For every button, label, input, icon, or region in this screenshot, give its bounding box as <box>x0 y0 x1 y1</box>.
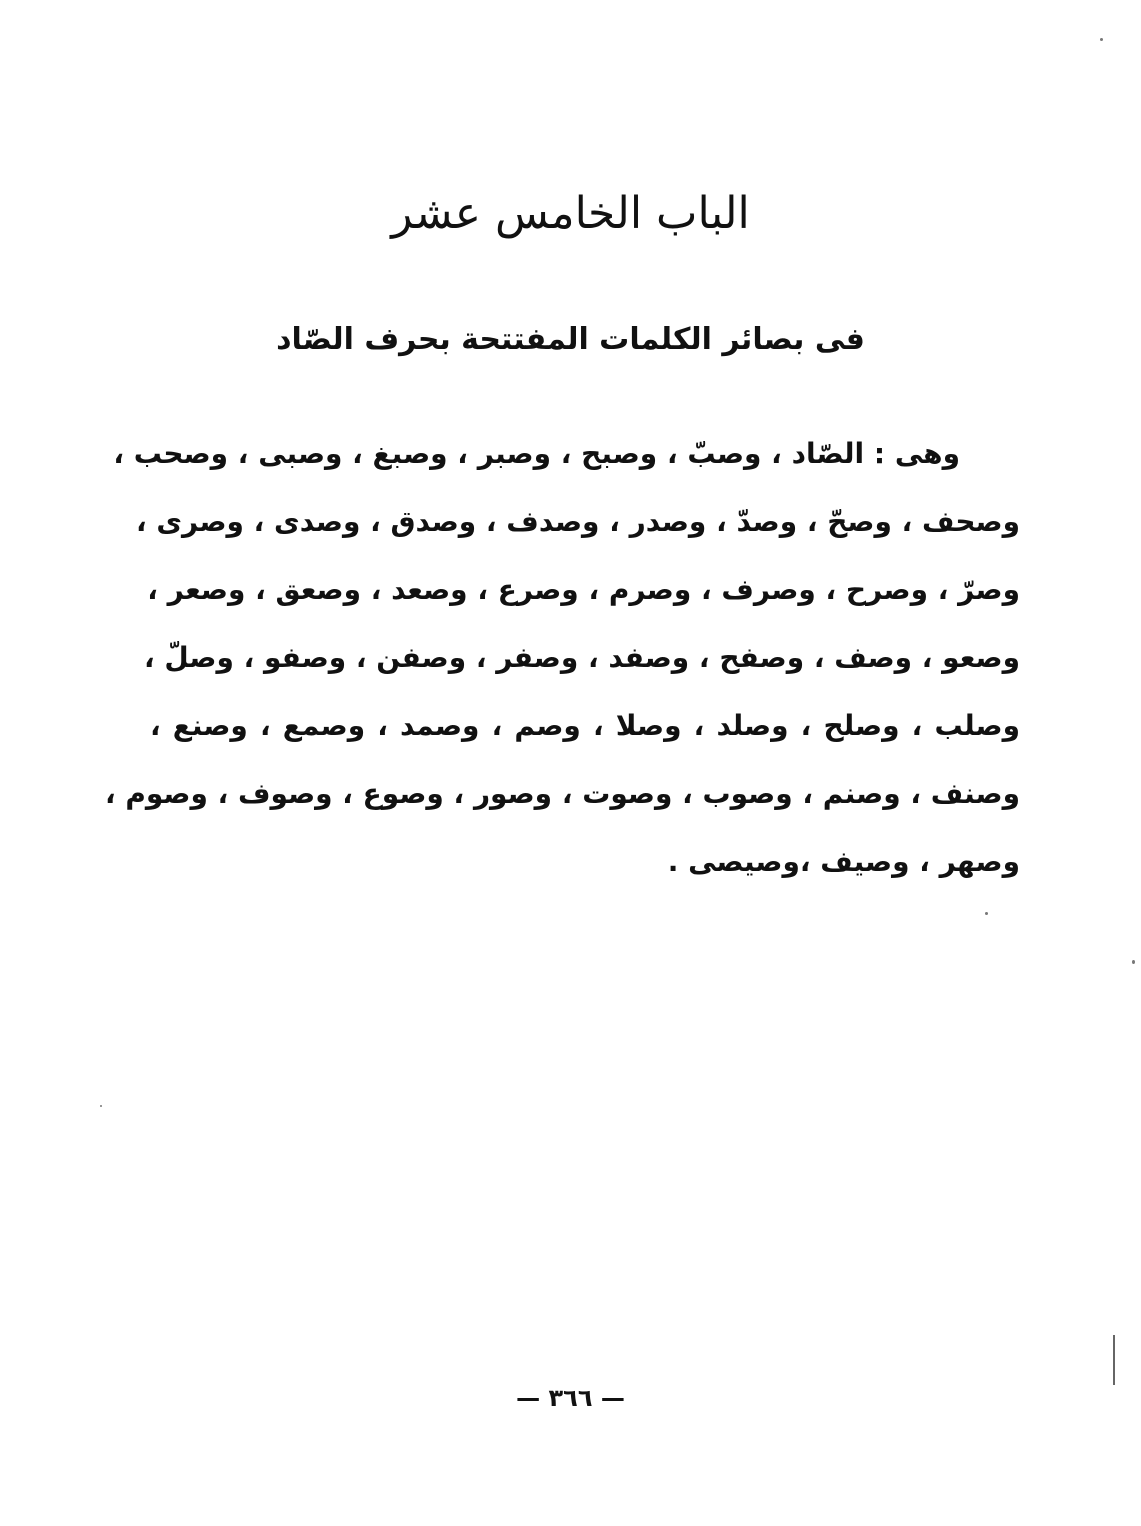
scan-speck <box>985 912 988 915</box>
body-line: وصلب ، وصلح ، وصلد ، وصلا ، وصم ، وصمد ، وصمع ، وصنع ، <box>150 709 1020 742</box>
body-line: وصحف ، وصحّ ، وصدّ ، وصدر ، وصدف ، وصدق ، وصدى ، وصرى ، <box>136 505 1020 538</box>
body-paragraph <box>104 420 1020 896</box>
chapter-title: الباب الخامس عشر <box>391 188 750 239</box>
body-line: وصنف ، وصنم ، وصوب ، وصوت ، وصور ، وصوع ، وصوف ، وصوم ، <box>104 777 1020 810</box>
body-line: وهى : الصّاد ، وصبّ ، وصبح ، وصبر ، وصبغ ، وصبى ، وصحب ، <box>113 437 960 470</box>
scan-speck <box>1132 960 1135 964</box>
page-number: — ٣٦٦ — <box>516 1384 625 1412</box>
body-line: وصعو ، وصف ، وصفح ، وصفد ، وصفر ، وصفن ، وصفو ، وصلّ ، <box>144 641 1020 674</box>
body-line: وصرّ ، وصرح ، وصرف ، وصرم ، وصرع ، وصعد ، وصعق ، وصعر ، <box>147 573 1020 606</box>
margin-rule <box>1113 1335 1115 1385</box>
chapter-subtitle: فى بصائر الكلمات المفتتحة بحرف الصّاد <box>276 322 865 357</box>
scan-speck <box>1100 38 1103 41</box>
scan-speck <box>100 1105 102 1107</box>
body-line: وصهر ، وصيف ،وصيصى . <box>667 845 1020 878</box>
